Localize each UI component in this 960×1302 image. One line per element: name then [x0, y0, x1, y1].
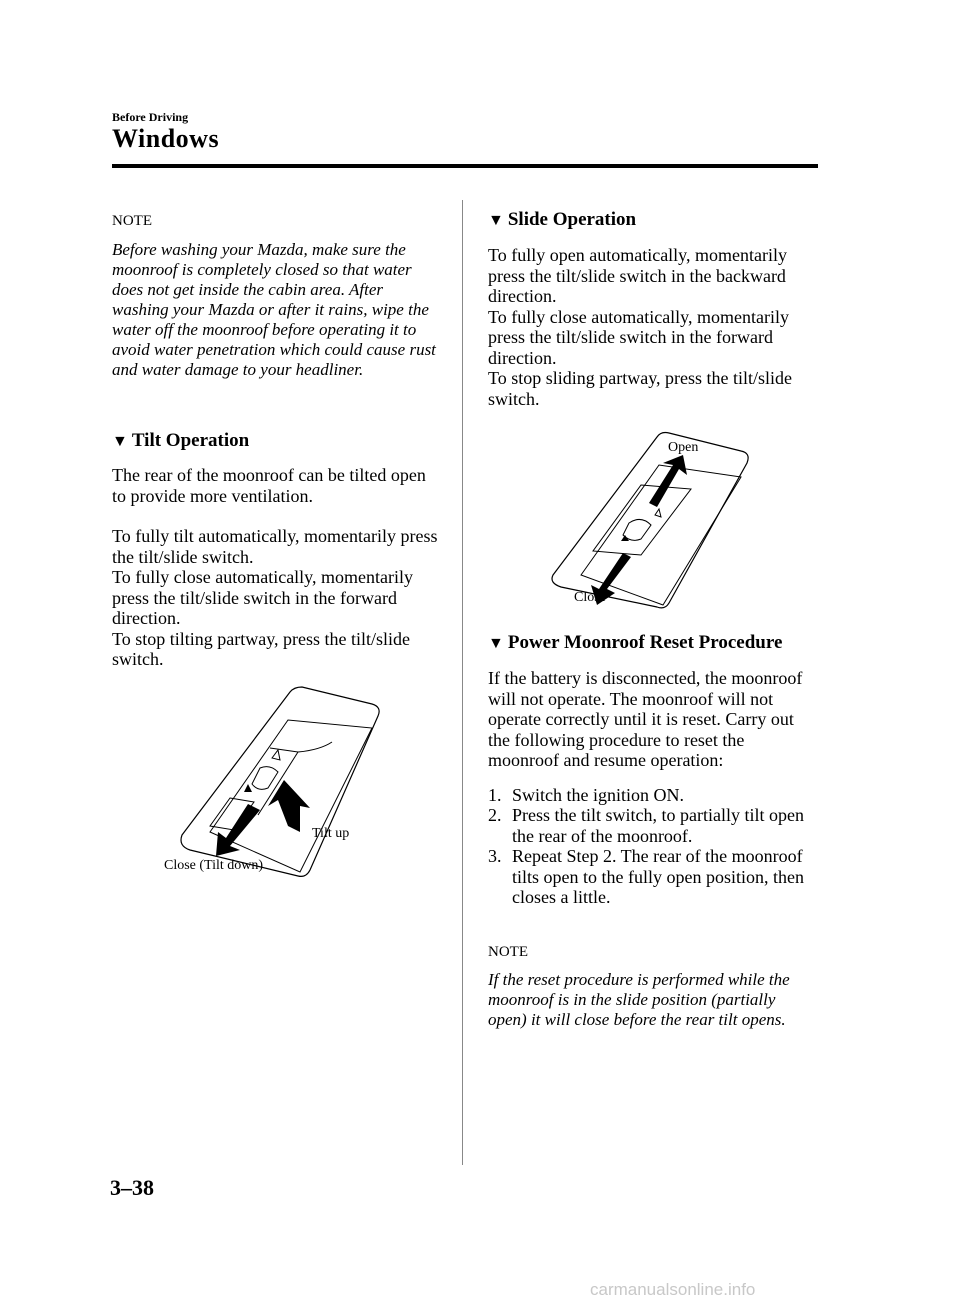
section-title: Before Driving — [112, 110, 189, 124]
tilt-line-3: To stop tilting partway, press the tilt/slide switch. — [112, 628, 411, 669]
header-rule — [112, 164, 818, 168]
slide-heading-text: Slide Operation — [507, 209, 637, 230]
chapter-title: Windows — [112, 124, 220, 153]
reset-heading-text: Power Moonroof Reset Procedure — [507, 632, 783, 653]
reset-heading — [488, 632, 782, 654]
fig-tilt-up-label: Tilt up — [312, 826, 350, 841]
page-number: 3–38 — [110, 1175, 154, 1200]
left-column — [112, 211, 438, 380]
tilt-line-1: To fully tilt automatically, momentarily press the tilt/slide switch. — [112, 526, 438, 567]
tilt-line-2: To fully close automatically, momentarily press the tilt/slide switch in the forward direction. — [112, 567, 413, 628]
tilt-heading-text: Tilt Operation — [131, 430, 250, 451]
reset-body — [488, 668, 814, 1030]
triangle-icon: ▼ — [112, 433, 128, 450]
reset-step: 1. Switch the ignition ON. — [488, 784, 684, 805]
fig-close-tilt-down-label: Close (Tilt down) — [164, 858, 264, 873]
slide-switch-illustration — [545, 425, 765, 610]
reset-steps — [488, 785, 814, 908]
slide-line-2: To fully close automatically, momentarily press the tilt/slide switch in the forward direction. — [488, 306, 789, 368]
triangle-icon: ▼ — [488, 212, 504, 229]
triangle-icon: ▼ — [488, 635, 504, 652]
tilt-switch-illustration — [160, 680, 400, 880]
note-label: NOTE — [112, 213, 152, 229]
reset-note-label: NOTE — [488, 943, 528, 960]
reset-step: 3. Repeat Step 2. The rear of the moonroof tilts open to the fully open position, then closes a little. — [488, 846, 804, 907]
tilt-intro: The rear of the moonroof can be tilted open to provide more ventilation. — [112, 465, 426, 506]
fig-open-label: Open — [668, 440, 699, 455]
reset-note-text: If the reset procedure is performed while the moonroof is in the slide position (partially open) it will close before the rear tilt opens. — [488, 970, 790, 1029]
reset-intro: If the battery is disconnected, the moonroof will not operate. The moonroof will not operate correctly until it is reset. Carry out the following procedure to reset the moonroof and resume operation: — [488, 668, 803, 770]
tilt-body — [112, 465, 438, 670]
watermark: carmanualsonline.info — [590, 1280, 756, 1299]
slide-line-3: To stop sliding partway, press the tilt/slide switch. — [488, 368, 793, 409]
column-divider — [462, 200, 463, 1165]
reset-step: 2. Press the tilt switch, to partially tilt open the rear of the moonroof. — [488, 805, 804, 846]
note-text: Before washing your Mazda, make sure the moonroof is completely closed so that water does not get inside the cabin area. After washing your Mazda or after it rains, wipe the water off the moonroof before operating it to avoid water penetration which could cause rust and water damage to your headliner. — [112, 239, 436, 379]
slide-heading — [488, 209, 636, 231]
slide-body — [488, 245, 814, 409]
fig-close-label: Close — [574, 590, 606, 605]
tilt-heading — [112, 430, 249, 452]
slide-line-1: To fully open automatically, momentarily press the tilt/slide switch in the backward direction. — [488, 245, 787, 306]
